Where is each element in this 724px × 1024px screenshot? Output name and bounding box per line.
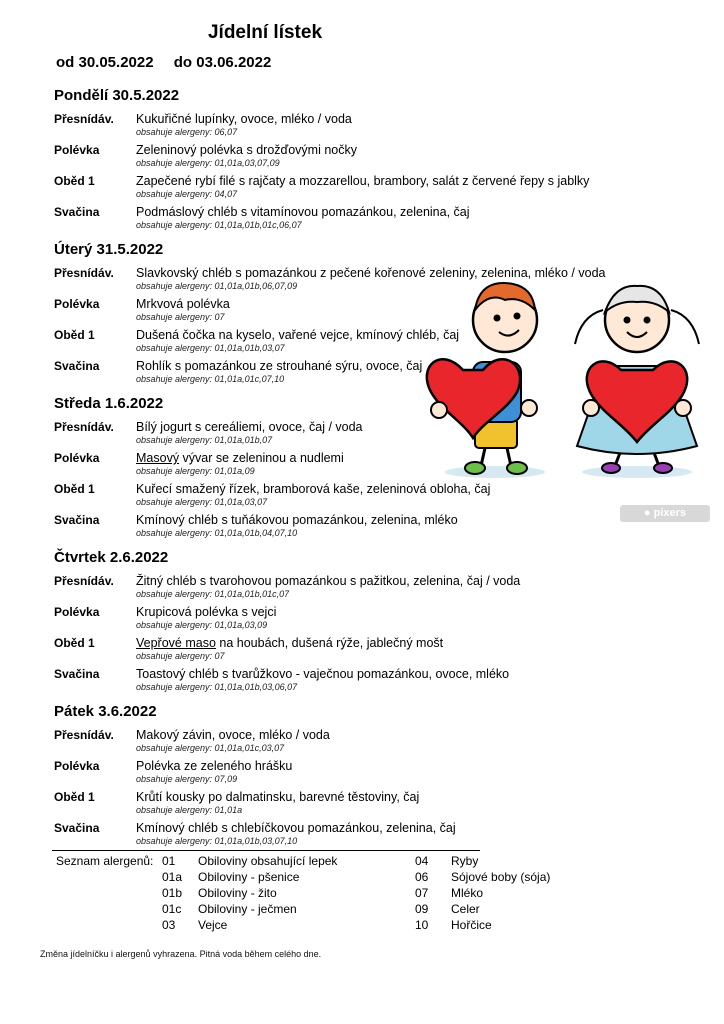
allergen-code: 09 [415,902,429,916]
meal-label: Přesnídáv. [54,266,114,280]
allergen-name: Hořčice [451,918,492,932]
meal-description: Krůtí kousky po dalmatinsku, barevné těstoviny, čaj [136,790,420,804]
meal-allergens: obsahuje alergeny: 01,01a,01b,01c,07 [136,589,290,599]
day-title: Středa 1.6.2022 [54,395,164,412]
meal-description [136,451,344,466]
camera-icon: ● [643,507,651,519]
meal-label: Svačina [54,821,100,835]
meal-allergens: obsahuje alergeny: 01,01a,01b,03,07,10 [136,836,298,846]
meal-allergens: obsahuje alergeny: 01,01a,01b,07 [136,435,273,445]
meal-allergens: obsahuje alergeny: 07,09 [136,774,238,784]
allergen-code: 03 [162,918,176,932]
allergen-code: 10 [415,918,429,932]
meal-description: Mrkvová polévka [136,297,230,311]
meal-row [54,174,614,205]
meal-row [54,112,614,143]
allergen-name: Mléko [451,886,484,900]
meal-row [54,574,614,605]
meal-label: Polévka [54,297,100,311]
date-to: do 03.06.2022 [173,54,272,71]
kids-with-hearts-illustration [425,270,710,495]
meal-row [54,205,614,236]
allergen-name: Celer [451,902,480,916]
allergen-name: Vejce [198,918,228,932]
allergen-name: Obiloviny - pšenice [198,870,300,884]
shadow-boy [445,466,545,478]
watermark-text: pixers [653,507,687,519]
allergen-code: 01c [162,902,182,916]
meal-label: Polévka [54,451,100,465]
meal-description: Zeleninový polévka s drožďovými nočky [136,143,357,157]
meal-label: Svačina [54,513,100,527]
meal-allergens: obsahuje alergeny: 01,01a [136,805,243,815]
meal-label: Oběd 1 [54,482,95,496]
allergen-code: 01b [162,886,183,900]
allergen-legend-label: Seznam alergenů: [56,854,154,868]
meal-label: Přesnídáv. [54,728,114,742]
meal-label: Oběd 1 [54,328,95,342]
meal-label: Oběd 1 [54,636,95,650]
meal-description: Dušená čočka na kyselo, vařené vejce, kmínový chléb, čaj [136,328,460,342]
meal-label: Polévka [54,143,100,157]
meal-label: Přesnídáv. [54,574,114,588]
meal-label: Oběd 1 [54,790,95,804]
page-title: Jídelní lístek [207,22,323,43]
meal-allergens: obsahuje alergeny: 01,01a,01b,01c,06,07 [136,220,302,230]
underlined-word: Masový [136,451,180,465]
underlined-word: Vepřové maso [136,636,216,650]
footer-note: Změna jídelníčku i alergenů vyhrazena. Pitná voda během celého dne. [40,949,322,959]
allergen-code: 01 [162,854,176,868]
day-title: Úterý 31.5.2022 [54,241,164,258]
meal-description: Podmáslový chléb s vitamínovou pomazánkou, zelenina, čaj [136,205,470,219]
meal-allergens: obsahuje alergeny: 01,01a,01b,03,07 [136,343,285,353]
boy-figure [427,283,537,474]
meal-allergens: obsahuje alergeny: 07 [136,651,225,661]
allergen-name: Sójové boby (sója) [451,870,551,884]
watermark [620,505,710,522]
meal-row [54,790,614,821]
meal-row [54,143,614,174]
meal-allergens: obsahuje alergeny: 06,07 [136,127,238,137]
meal-description: Zapečené rybí filé s rajčaty a mozzarellou, brambory, salát z červené řepy s jablky [136,174,590,188]
meal-description: Kukuřičné lupínky, ovoce, mléko / voda [136,112,352,126]
meal-allergens: obsahuje alergeny: 01,01a,03,09 [136,620,268,630]
allergen-name: Obiloviny obsahující lepek [198,854,338,868]
meal-allergens: obsahuje alergeny: 01,01a,01b,03,06,07 [136,682,298,692]
allergen-name: Obiloviny - žito [198,886,277,900]
day-section [54,548,614,702]
meal-description: Krupicová polévka s vejci [136,605,277,619]
meal-row [54,667,614,698]
allergen-code: 01a [162,870,183,884]
meal-label: Svačina [54,359,100,373]
meal-description: Rohlík s pomazánkou ze strouhané sýru, ovoce, čaj [136,359,423,373]
meal-description: Toastový chléb s tvarůžkovo - vaječnou pomazánkou, ovoce, mléko [136,667,510,681]
day-title: Čtvrtek 2.6.2022 [54,549,169,566]
meal-allergens: obsahuje alergeny: 04,07 [136,189,238,199]
meal-description-rest: na houbách, dušená rýže, jablečný mošt [215,636,444,650]
allergen-legend [52,850,551,932]
allergen-name: Ryby [451,854,479,868]
allergen-code: 06 [415,870,429,884]
meal-description [136,636,443,651]
meal-label: Oběd 1 [54,174,95,188]
meal-description: Žitný chléb s tvarohovou pomazánkou s pažitkou, zelenina, čaj / voda [136,574,521,588]
meal-label: Svačina [54,205,100,219]
day-section [54,702,614,856]
meal-description: Slavkovský chléb s pomazánkou z pečené kořenové zeleniny, zelenina, mléko / voda [136,266,606,280]
meal-allergens: obsahuje alergeny: 07 [136,312,225,322]
meal-label: Přesnídáv. [54,112,114,126]
girl-figure [575,286,699,473]
meal-description: Polévka ze zeleného hrášku [136,759,293,773]
meal-row [54,513,614,544]
meal-row [54,728,614,759]
date-from: od 30.05.2022 [56,54,154,71]
meal-allergens: obsahuje alergeny: 01,01a,01b,04,07,10 [136,528,298,538]
meal-label: Svačina [54,667,100,681]
meal-allergens: obsahuje alergeny: 01,01a,03,07,09 [136,158,280,168]
meal-allergens: obsahuje alergeny: 01,01a,01c,07,10 [136,374,285,384]
meal-label: Polévka [54,759,100,773]
meal-label: Polévka [54,605,100,619]
meal-allergens: obsahuje alergeny: 01,01a,03,07 [136,497,268,507]
date-range [56,54,271,71]
meal-description: Kmínový chléb s tuňákovou pomazánkou, zelenina, mléko [136,513,458,527]
allergen-code: 04 [415,854,429,868]
shadow-girl [582,466,692,478]
meal-row [54,821,614,852]
meal-allergens: obsahuje alergeny: 01,01a,09 [136,466,255,476]
allergen-code: 07 [415,886,429,900]
meal-description-rest: vývar se zeleninou a nudlemi [179,451,344,465]
meal-description: Kuřecí smažený řízek, bramborová kaše, zeleninová obloha, čaj [136,482,491,496]
meal-row [54,759,614,790]
day-title: Pondělí 30.5.2022 [54,87,180,104]
allergen-name: Obiloviny - ječmen [198,902,297,916]
meal-row [54,636,614,667]
meal-description: Makový závin, ovoce, mléko / voda [136,728,330,742]
meal-description: Kmínový chléb s chlebíčkovou pomazánkou, zelenina, čaj [136,821,456,835]
day-section [54,86,614,240]
meal-allergens: obsahuje alergeny: 01,01a,01b,06,07,09 [136,281,298,291]
meal-label: Přesnídáv. [54,420,114,434]
meal-row [54,605,614,636]
meal-allergens: obsahuje alergeny: 01,01a,01c,03,07 [136,743,285,753]
day-title: Pátek 3.6.2022 [54,703,157,720]
meal-description: Bílý jogurt s cereáliemi, ovoce, čaj / voda [136,420,363,434]
